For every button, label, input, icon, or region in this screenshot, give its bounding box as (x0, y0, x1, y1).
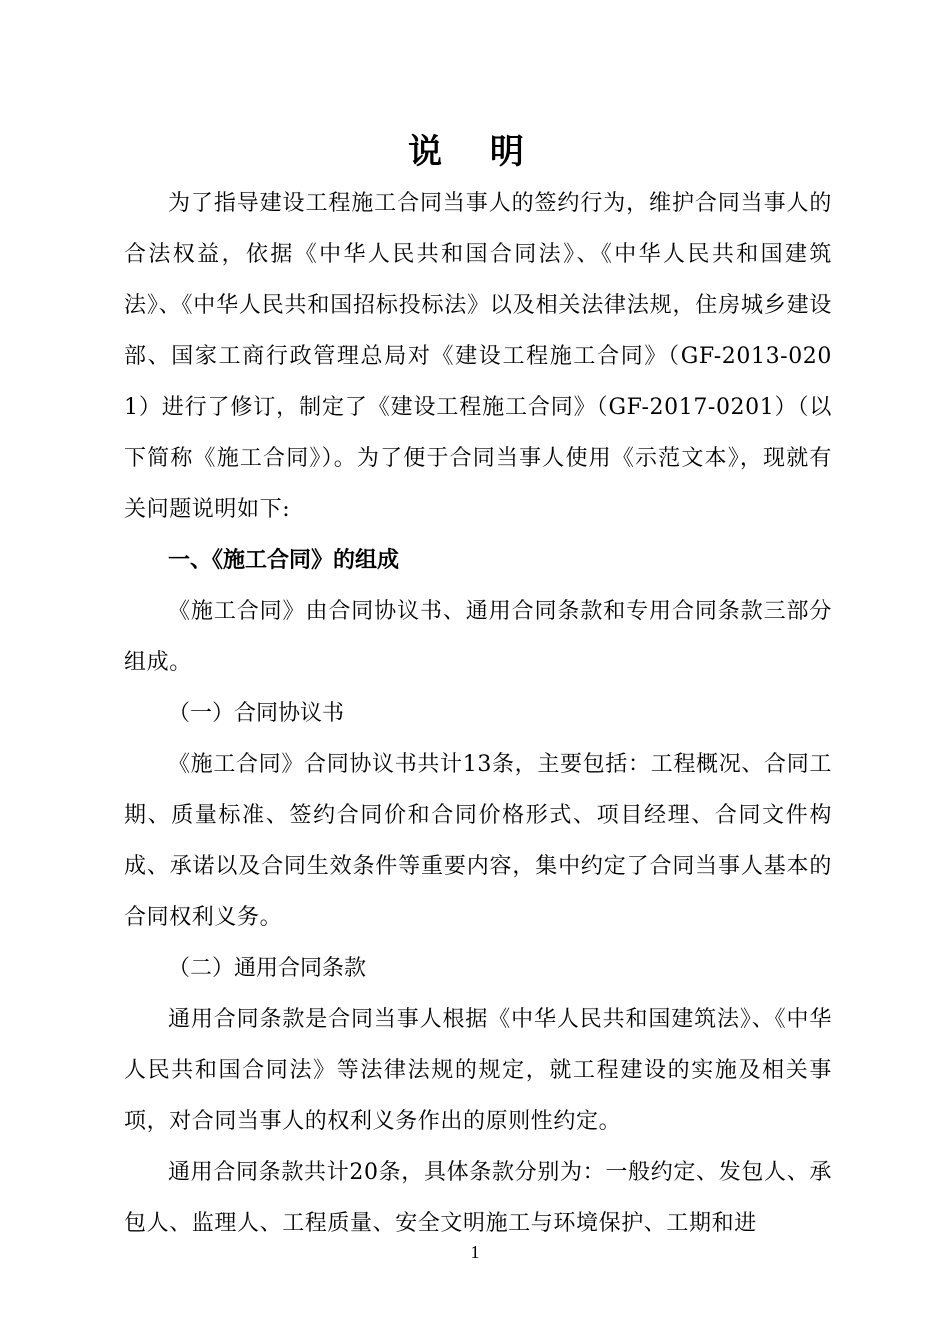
general-terms-paragraph: 通用合同条款是合同当事人根据《中华人民共和国建筑法》、《中华人民共和国合同法》等法律法规的规定，就工程建设的实施及相关事项，对合同当事人的权利义务作出的原则性约定。 (124, 1007, 832, 1134)
document-body (124, 178, 832, 1249)
composition-paragraph: 《施工合同》由合同协议书、通用合同条款和专用合同条款三部分组成。 (124, 599, 832, 675)
agreement-paragraph: 《施工合同》合同协议书共计13条，主要包括：工程概况、合同工期、质量标准、签约合同价和合同价格形式、项目经理、合同文件构成、承诺以及合同生效条件等重要内容，集中约定了合同当事人基本的合同权利义务。 (124, 752, 832, 930)
subsection-heading-agreement: （一）合同协议书 (168, 701, 345, 726)
section-heading-composition: 一、《施工合同》的组成 (168, 548, 400, 573)
page-title: 说 明 (408, 132, 542, 172)
general-terms-count-paragraph: 通用合同条款共计20条，具体条款分别为：一般约定、发包人、承包人、监理人、工程质量、安全文明施工与环境保护、工期和进 (124, 1160, 832, 1236)
subsection-heading-general-terms: （二）通用合同条款 (168, 956, 367, 981)
page-number: 1 (470, 1242, 480, 1262)
intro-paragraph: 为了指导建设工程施工合同当事人的签约行为，维护合同当事人的合法权益，依据《中华人民共和国合同法》、《中华人民共和国建筑法》、《中华人民共和国招标投标法》以及相关法律法规，住房城乡建设部、国家工商行政管理总局对《建设工程施工合同》（GF-2013-0201）进行了修订，制定了《建设工程施工合同》（GF-2017-0201）（以下简称《施工合同》）。为了便于合同当事人使用《示范文本》，现就有关问题说明如下: (124, 191, 832, 522)
